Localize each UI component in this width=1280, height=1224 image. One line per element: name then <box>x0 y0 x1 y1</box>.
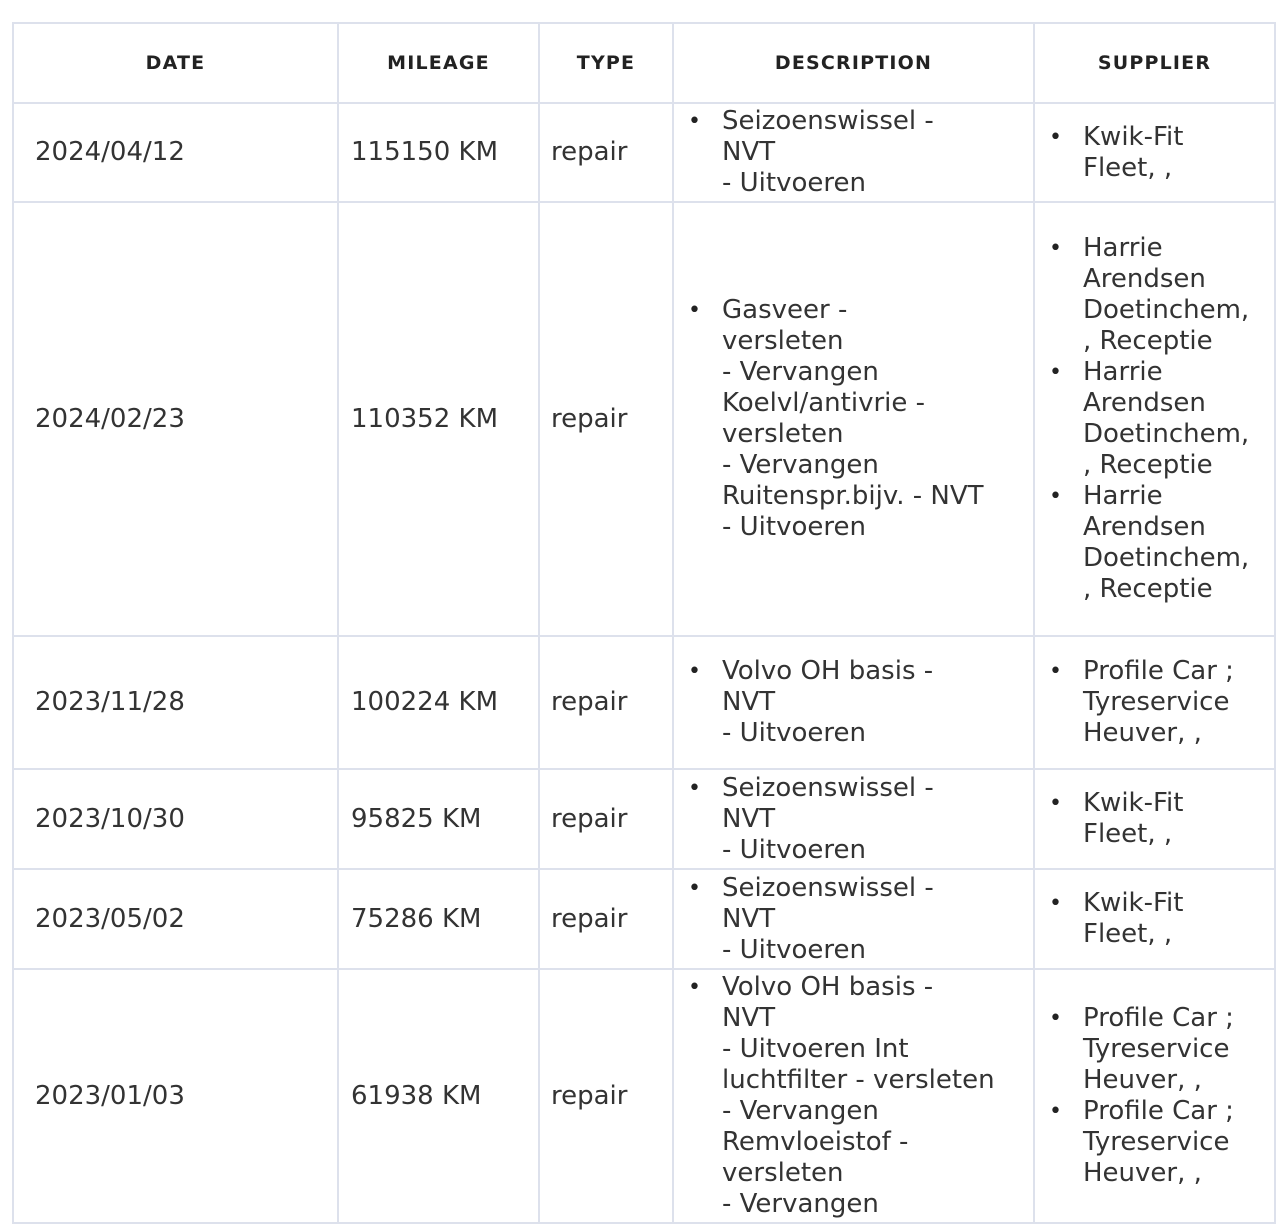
cell-description-content <box>674 970 1033 1222</box>
supplier-text: • Harrie Arendsen Doetinchem, , Receptie <box>1083 233 1250 356</box>
cell-type: repair <box>539 969 673 1223</box>
cell-supplier <box>1034 769 1275 869</box>
supplier-list <box>1035 888 1266 950</box>
description-text: • Seizoenswissel - NVT - Uitvoeren <box>722 872 934 965</box>
cell-type: repair <box>539 869 673 969</box>
column-header-description: DESCRIPTION <box>673 23 1034 103</box>
table-header <box>13 23 1275 103</box>
description-list-item <box>674 972 1025 1220</box>
cell-description-content <box>674 293 1033 545</box>
cell-description-content <box>674 771 1033 868</box>
table-row <box>13 969 1275 1223</box>
description-list-item <box>674 295 1025 543</box>
supplier-list-item <box>1035 1003 1266 1096</box>
description-list <box>674 873 1025 966</box>
cell-date: 2023/01/03 <box>13 969 338 1223</box>
description-list-item <box>674 106 1025 199</box>
cell-date: 2023/10/30 <box>13 769 338 869</box>
cell-supplier <box>1034 869 1275 969</box>
cell-date: 2023/11/28 <box>13 636 338 769</box>
supplier-text: • Harrie Arendsen Doetinchem, , Receptie <box>1083 357 1250 480</box>
description-list <box>674 295 1025 543</box>
description-list-item <box>674 656 1025 749</box>
cell-date: 2024/02/23 <box>13 202 338 636</box>
supplier-text: • Kwik-Fit Fleet, , <box>1083 121 1184 183</box>
cell-type: repair <box>539 636 673 769</box>
supplier-list <box>1035 233 1266 605</box>
cell-mileage: 110352 KM <box>338 202 539 636</box>
cell-supplier-content <box>1035 1003 1274 1189</box>
description-text: • Volvo OH basis - NVT - Uitvoeren <box>722 656 934 748</box>
cell-mileage: 95825 KM <box>338 769 539 869</box>
cell-mileage: 75286 KM <box>338 869 539 969</box>
cell-mileage: 61938 KM <box>338 969 539 1223</box>
table-row <box>13 636 1275 769</box>
cell-description <box>673 636 1034 769</box>
description-list <box>674 972 1025 1220</box>
cell-description <box>673 769 1034 869</box>
supplier-text: • Profile Car ; Tyreservice Heuver, , <box>1083 1003 1234 1095</box>
column-header-mileage: MILEAGE <box>338 23 539 103</box>
supplier-text: • Kwik-Fit Fleet, , <box>1083 788 1184 849</box>
cell-description <box>673 969 1034 1223</box>
cell-mileage: 100224 KM <box>338 636 539 769</box>
description-text: • Seizoenswissel - NVT - Uitvoeren <box>722 106 934 198</box>
cell-date: 2023/05/02 <box>13 869 338 969</box>
description-list <box>674 773 1025 866</box>
cell-supplier-content <box>1035 233 1274 605</box>
cell-description-content <box>674 654 1033 751</box>
supplier-list <box>1035 1003 1266 1189</box>
cell-description <box>673 202 1034 636</box>
supplier-list-item <box>1035 357 1266 481</box>
cell-description <box>673 103 1034 202</box>
cell-type: repair <box>539 769 673 869</box>
supplier-list-item <box>1035 888 1266 950</box>
cell-supplier <box>1034 202 1275 636</box>
cell-type: repair <box>539 103 673 202</box>
cell-supplier <box>1034 636 1275 769</box>
supplier-list-item <box>1035 122 1266 184</box>
description-text: • Seizoenswissel - NVT - Uitvoeren <box>722 772 934 865</box>
cell-supplier-content <box>1035 122 1274 184</box>
table-row <box>13 869 1275 969</box>
supplier-list-item <box>1035 233 1266 357</box>
description-list-item <box>674 873 1025 966</box>
cell-date: 2024/04/12 <box>13 103 338 202</box>
cell-type: repair <box>539 202 673 636</box>
supplier-list-item <box>1035 656 1266 749</box>
cell-description <box>673 869 1034 969</box>
cell-supplier-content <box>1035 888 1274 950</box>
supplier-list <box>1035 656 1266 749</box>
header-row <box>13 23 1275 103</box>
supplier-text: • Harrie Arendsen Doetinchem, , Receptie <box>1083 481 1250 604</box>
supplier-list-item <box>1035 481 1266 605</box>
description-text: • Volvo OH basis - NVT - Uitvoeren Int luchtfilter - versleten - Vervangen Remvloeistof - versleten - Vervangen <box>722 972 995 1219</box>
cell-supplier <box>1034 103 1275 202</box>
supplier-list <box>1035 788 1266 850</box>
cell-description-content <box>674 871 1033 968</box>
table-row <box>13 103 1275 202</box>
column-header-date: DATE <box>13 23 338 103</box>
cell-supplier <box>1034 969 1275 1223</box>
table-row <box>13 769 1275 869</box>
maintenance-history-table <box>12 22 1276 1224</box>
column-header-type: TYPE <box>539 23 673 103</box>
supplier-list-item <box>1035 788 1266 850</box>
supplier-text: • Kwik-Fit Fleet, , <box>1083 888 1184 949</box>
cell-supplier-content <box>1035 788 1274 850</box>
description-list <box>674 106 1025 199</box>
supplier-text: • Profile Car ; Tyreservice Heuver, , <box>1083 1096 1234 1188</box>
maintenance-history-table-wrapper <box>12 22 1274 1224</box>
supplier-list <box>1035 122 1266 184</box>
cell-supplier-content <box>1035 656 1274 749</box>
supplier-text: • Profile Car ; Tyreservice Heuver, , <box>1083 656 1234 748</box>
description-text: • Gasveer - versleten - Vervangen Koelvl/antivrie - versleten - Vervangen Ruitenspr.bijv. - NVT - Uitvoeren <box>722 295 984 542</box>
table-body <box>13 103 1275 1223</box>
description-list <box>674 656 1025 749</box>
column-header-supplier: SUPPLIER <box>1034 23 1275 103</box>
description-list-item <box>674 773 1025 866</box>
table-row <box>13 202 1275 636</box>
cell-description-content <box>674 104 1033 201</box>
supplier-list-item <box>1035 1096 1266 1189</box>
cell-mileage: 115150 KM <box>338 103 539 202</box>
